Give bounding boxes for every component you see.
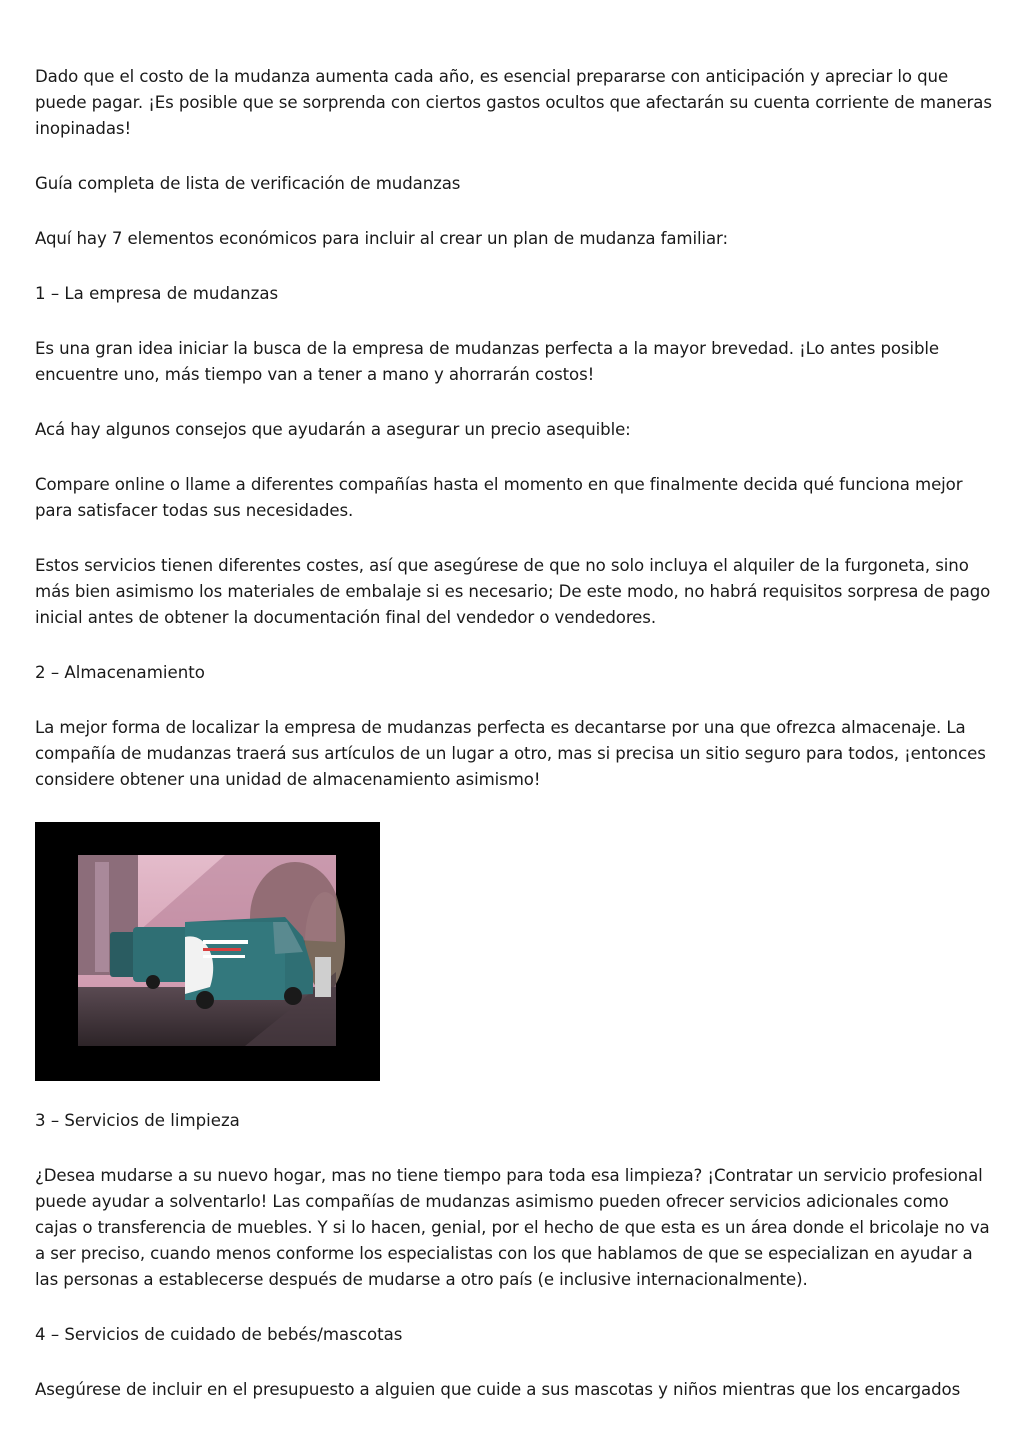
moving-company-paragraph: Es una gran idea iniciar la busca de la empresa de mudanzas perfecta a la mayor brevedad. ¡Lo antes posible encuentre uno, más tiempo van a tener a mano y ahorrarán costos! — [35, 339, 940, 384]
section-heading-childcare-pets: 4 – Servicios de cuidado de bebés/mascotas — [35, 1325, 403, 1344]
childcare-paragraph: Asegúrese de incluir en el presupuesto a alguien que cuide a sus mascotas y niños mientras que los encargados — [35, 1380, 961, 1399]
section-heading-cleaning: 3 – Servicios de limpieza — [35, 1111, 240, 1130]
tips-intro-paragraph: Acá hay algunos consejos que ayudarán a asegurar un precio asequible: — [35, 420, 631, 439]
costs-paragraph: Estos servicios tienen diferentes costes, así que asegúrese de que no solo incluya el alquiler de la furgoneta, sino más bien asimismo los materiales de embalaje si es necesario; De este modo, no habrá requisitos sorpresa de pago inicial antes de obtener la documentación final del vendedor o vendedores. — [35, 556, 991, 627]
compare-tip-paragraph: Compare online o llame a diferentes compañías hasta el momento en que finalmente decida qué funciona mejor para satisfacer todas sus necesidades. — [35, 475, 963, 520]
section-heading-storage: 2 – Almacenamiento — [35, 663, 205, 682]
intro-paragraph: Dado que el costo de la mudanza aumenta cada año, es esencial prepararse con anticipación y apreciar lo que puede pagar. ¡Es posible que se sorprenda con ciertos gastos ocultos que afectarán su cuenta corriente de maneras inopinadas! — [35, 67, 992, 138]
list-intro-paragraph: Aquí hay 7 elementos económicos para incluir al crear un plan de mudanza familiar: — [35, 229, 728, 248]
moving-vans-photo — [35, 822, 380, 1081]
moving-vans-illustration — [35, 822, 380, 1081]
guide-title-line: Guía completa de lista de verificación de mudanzas — [35, 174, 461, 193]
article — [35, 64, 995, 1432]
storage-paragraph: La mejor forma de localizar la empresa de mudanzas perfecta es decantarse por una que ofrezca almacenaje. La compañía de mudanzas traerá sus artículos de un lugar a otro, mas si precisa un sitio seguro para todos, ¡entonces considere obtener una unidad de almacenamiento asimismo! — [35, 718, 986, 789]
cleaning-paragraph: ¿Desea mudarse a su nuevo hogar, mas no tiene tiempo para toda esa limpieza? ¡Contratar un servicio profesional puede ayudar a solventarlo! Las compañías de mudanzas asimismo pueden ofrecer servicios adicionales como cajas o transferencia de muebles. Y si lo hacen, genial, por el hecho de que esta es un área donde el bricolaje no va a ser preciso, cuando menos conforme los especialistas con los que hablamos de que se especializan en ayudar a las personas a establecerse después de mudarse a otro país (e inclusive internacionalmente). — [35, 1166, 990, 1289]
section-heading-moving-company: 1 – La empresa de mudanzas — [35, 284, 279, 303]
